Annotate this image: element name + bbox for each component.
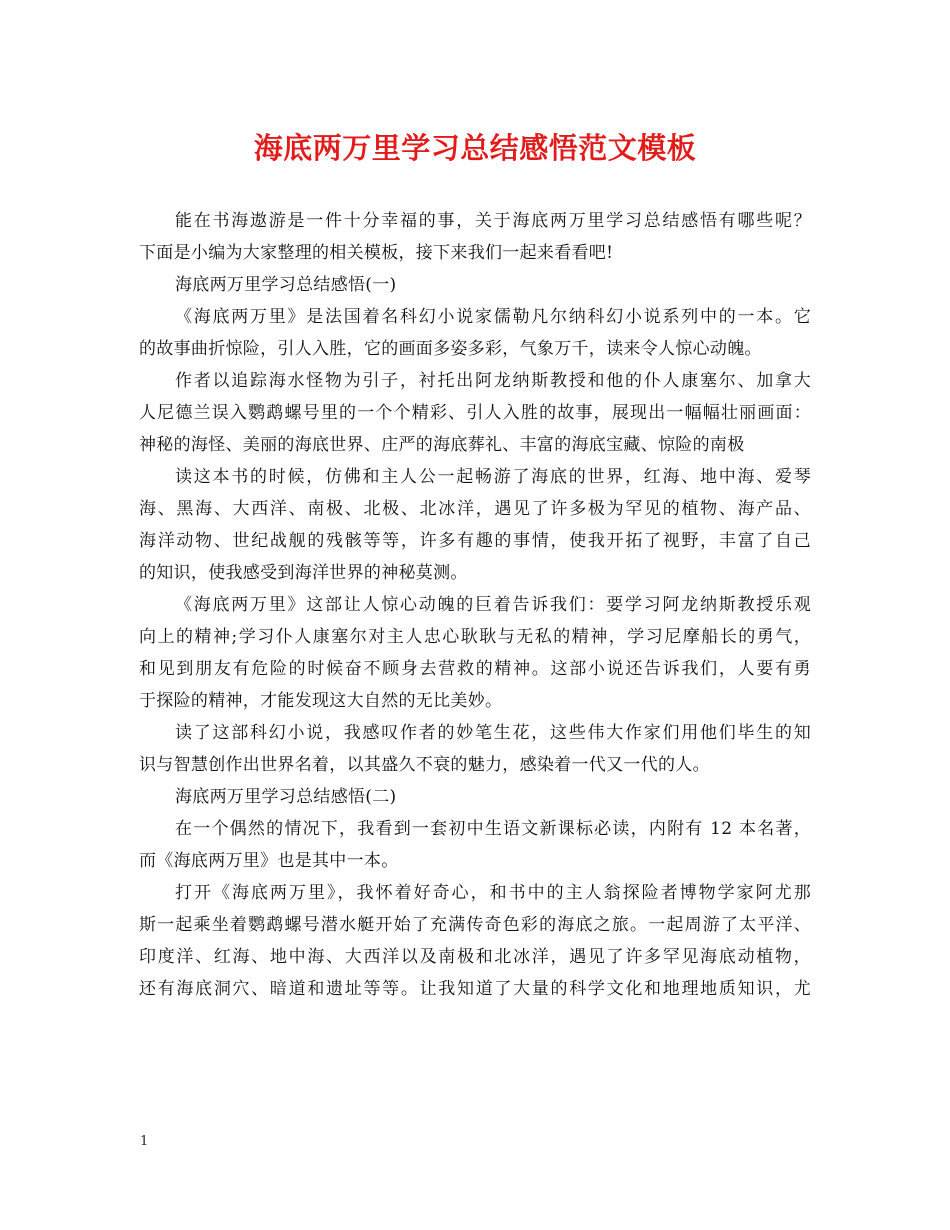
body-line: 打开《海底两万里》，我怀着好奇心，和书中的主人翁探险者博物学家阿尤那 bbox=[175, 883, 811, 903]
body-line: 读这本书的时候，仿佛和主人公一起畅游了海底的世界，红海、地中海、爱琴 bbox=[175, 467, 811, 487]
body-line: 还有海底洞穴、暗道和遗址等等。让我知道了大量的科学文化和地理地质知识，尤 bbox=[139, 979, 811, 999]
body-line: 《海底两万里》这部让人惊心动魄的巨着告诉我们：要学习阿龙纳斯教授乐观 bbox=[175, 595, 811, 615]
body-line: 海底两万里学习总结感悟(二) bbox=[175, 787, 397, 807]
body-line: 印度洋、红海、地中海、大西洋以及南极和北冰洋，遇见了许多罕见海底动植物， bbox=[139, 947, 811, 967]
body-line: 识与智慧创作出世界名着，以其盛久不衰的魅力，感染着一代又一代的人。 bbox=[139, 755, 710, 775]
body-line: 于探险的精神，才能发现这大自然的无比美妙。 bbox=[139, 691, 503, 711]
body-line: 在一个偶然的情况下，我看到一套初中生语文新课标必读，内附有 12 本名著， bbox=[175, 819, 811, 839]
body-line: 向上的精神;学习仆人康塞尔对主人忠心耿耿与无私的精神，学习尼摩船长的勇气， bbox=[139, 627, 811, 647]
document-title: 海底两万里学习总结感悟范文模板 bbox=[253, 131, 697, 165]
body-line: 下面是小编为大家整理的相关模板，接下来我们一起来看看吧! bbox=[139, 243, 614, 263]
body-line: 的故事曲折惊险，引人入胜，它的画面多姿多彩，气象万千，读来令人惊心动魄。 bbox=[139, 339, 762, 359]
body-line: 读了这部科幻小说，我感叹作者的妙笔生花，这些伟大作家们用他们毕生的知 bbox=[175, 723, 811, 743]
body-line: 《海底两万里》是法国着名科幻小说家儒勒凡尔纳科幻小说系列中的一本。它 bbox=[175, 307, 811, 327]
body-line: 作者以追踪海水怪物为引子，衬托出阿龙纳斯教授和他的仆人康塞尔、加拿大 bbox=[175, 371, 811, 391]
body-line: 的知识，使我感受到海洋世界的神秘莫测。 bbox=[139, 563, 468, 583]
body-line: 海底两万里学习总结感悟(一) bbox=[175, 275, 397, 295]
body-line: 和见到朋友有危险的时候奋不顾身去营救的精神。这部小说还告诉我们，人要有勇 bbox=[139, 659, 811, 679]
body-line: 人尼德兰误入鹦鹉螺号里的一个个精彩、引人入胜的故事，展现出一幅幅壮丽画面： bbox=[139, 403, 811, 423]
body-line: 海、黑海、大西洋、南极、北极、北冰洋，遇见了许多极为罕见的植物、海产品、 bbox=[139, 499, 811, 519]
body-line: 海洋动物、世纪战舰的残骸等等，许多有趣的事情，使我开拓了视野，丰富了自己 bbox=[139, 531, 811, 551]
page-number: 1 bbox=[140, 1134, 149, 1149]
body-line: 神秘的海怪、美丽的海底世界、庄严的海底葬礼、丰富的海底宝藏、惊险的南极 bbox=[139, 435, 745, 455]
body-line: 而《海底两万里》也是其中一本。 bbox=[139, 851, 399, 871]
body-line: 斯一起乘坐着鹦鹉螺号潜水艇开始了充满传奇色彩的海底之旅。一起周游了太平洋、 bbox=[139, 915, 811, 935]
document-body bbox=[139, 205, 811, 1005]
body-line: 能在书海遨游是一件十分幸福的事，关于海底两万里学习总结感悟有哪些呢？ bbox=[175, 211, 811, 231]
